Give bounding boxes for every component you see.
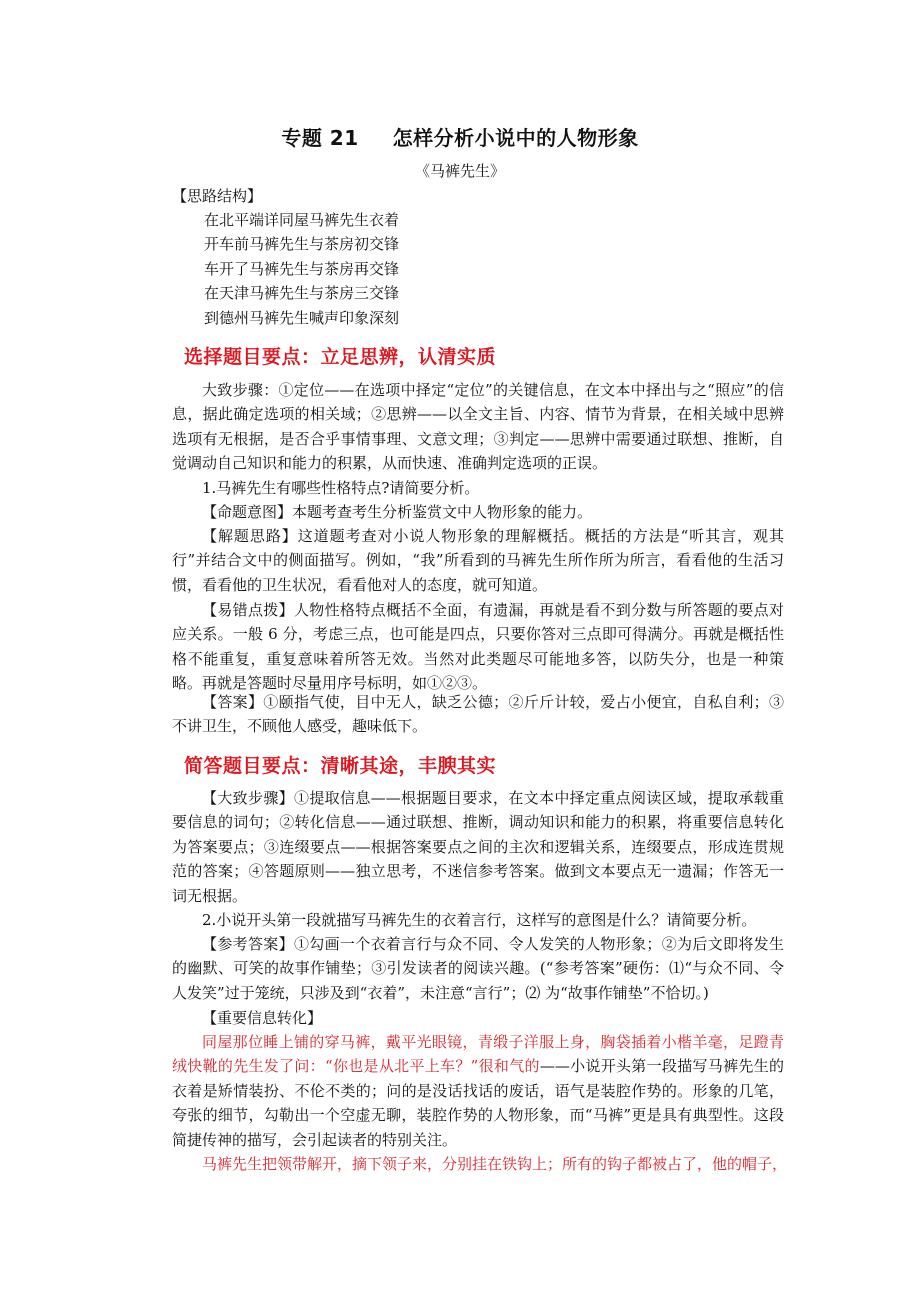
question-1-intent: 【命题意图】本题考查考生分析鉴赏文中人物形象的能力。 (202, 503, 593, 521)
short-answer-steps-paragraph: 【大致步骤】①提取信息——根据题目要求，在文本中择定重点阅读区域，提取承载重要信息的词句；②转化信息——通过联想、推断，调动知识和能力的积累，将重要信息转化为答案要点；③连缀要点——根据答案要点之间的主次和逻辑关系，连缀要点，形成连贯规范的答案；④答题原则——独立思考，不迷信参考答案。做到文本要点无一遗漏；作答无一词无根据。 (172, 789, 784, 905)
page-title (0, 122, 920, 151)
structure-item: 开车前马裤先生与茶房初交锋 (204, 235, 400, 254)
question-1: 1.马裤先生有哪些性格特点?请简要分析。 (202, 479, 480, 497)
analysis-text: ——小说开头第一段描写马裤先生的衣着是矫情装扮、不伦不类的；问的是没话找话的废话，语气是装腔作势的。形象的几笔，夸张的细节，勾勒出一个空虚无聊，装腔作势的人物形象，而“马裤”更是具有典型性。这段简捷传神的描写，会引起读者的特别关注。 (172, 1057, 784, 1149)
structure-item: 在天津马裤先生与茶房三交锋 (204, 284, 400, 303)
question-2-reference-answer: 【参考答案】①勾画一个衣着言行与众不同、令人发笑的人物形象；②为后文即将发生的幽默、可笑的故事作铺垫；③引发读者的阅读兴趣。(“参考答案”硬伤：⑴“与众不同、令人发笑”过于笼统，只涉及到“衣着”，未注意“言行”；⑵ 为“故事作铺垫”不恰切。) (172, 935, 784, 1002)
quoted-text-red-2: 马裤先生把领带解开，摘下领子来，分别挂在铁钩上；所有的钩子都被占了，他的帽子， (202, 1155, 788, 1173)
topic-title: 怎样分析小说中的人物形象 (392, 126, 639, 150)
structure-item: 在北平端详同屋马裤先生衣着 (204, 211, 400, 229)
quoted-text-red: 同屋那位睡上铺的穿马裤，戴平光眼镜，青缎子洋服上身，胸袋插着小楷羊毫，足蹬青绒快靴的先生发了问：“你也是从北平上车？”很和气的 (172, 1033, 784, 1076)
structure-heading: 【思路结构】 (172, 187, 263, 205)
structure-list (204, 208, 816, 330)
topic-number: 专题 21 (281, 126, 359, 150)
structure-item: 到德州马裤先生喊声印象深刻 (204, 308, 400, 327)
info-conversion-paragraph (172, 1030, 784, 1152)
section-heading-choice: 选择题目要点：立足思辨，认清实质 (184, 346, 497, 368)
question-2: 2.小说开头第一段就描写马裤先生的衣着言行，这样写的意图是什么？请简要分析。 (202, 911, 757, 929)
section-heading-short-answer: 简答题目要点：清晰其途，丰腴其实 (184, 755, 497, 777)
question-1-pitfalls: 【易错点拨】人物性格特点概括不全面，有遗漏，再就是看不到分数与所答题的要点对应关系。一般 6 分，考虑三点，也可能是四点，只要你答对三点即可得满分。再就是概括性格不能重复，重复意味着所答无效。当然对此类题尽可能地多答，以防失分，也是一种策略。再就是答题时尽量用序号标明，如①②③。 (172, 601, 784, 693)
question-1-answer: 【答案】①颐指气使，目中无人，缺乏公德；②斤斤计较，爱占小便宜，自私自利；③不讲卫生，不顾他人感受，趣味低下。 (172, 693, 784, 736)
structure-item: 车开了马裤先生与茶房再交锋 (204, 259, 400, 278)
info-conversion-heading: 【重要信息转化】 (202, 1009, 323, 1027)
choice-steps-paragraph: 大致步骤：①定位——在选项中择定“定位”的关键信息，在文本中择出与之“照应”的信息，据此确定选项的相关域；②思辨——以全文主旨、内容、情节为背景，在相关域中思辨选项有无根据，是否合乎事情事理、文意文理；③判定——思辨中需要通过联想、推断，自觉调动自己知识和能力的积累，从而快速、准确判定选项的正误。 (172, 381, 784, 473)
question-1-approach: 【解题思路】这道题考查对小说人物形象的理解概括。概括的方法是“听其言，观其行”并结合文中的侧面描写。例如，“我”所看到的马裤先生所作所为所言，看看他的生活习惯，看看他的卫生状况，看看他对人的态度，就可知道。 (172, 527, 784, 594)
work-title: 《马裤先生》 (414, 162, 505, 180)
